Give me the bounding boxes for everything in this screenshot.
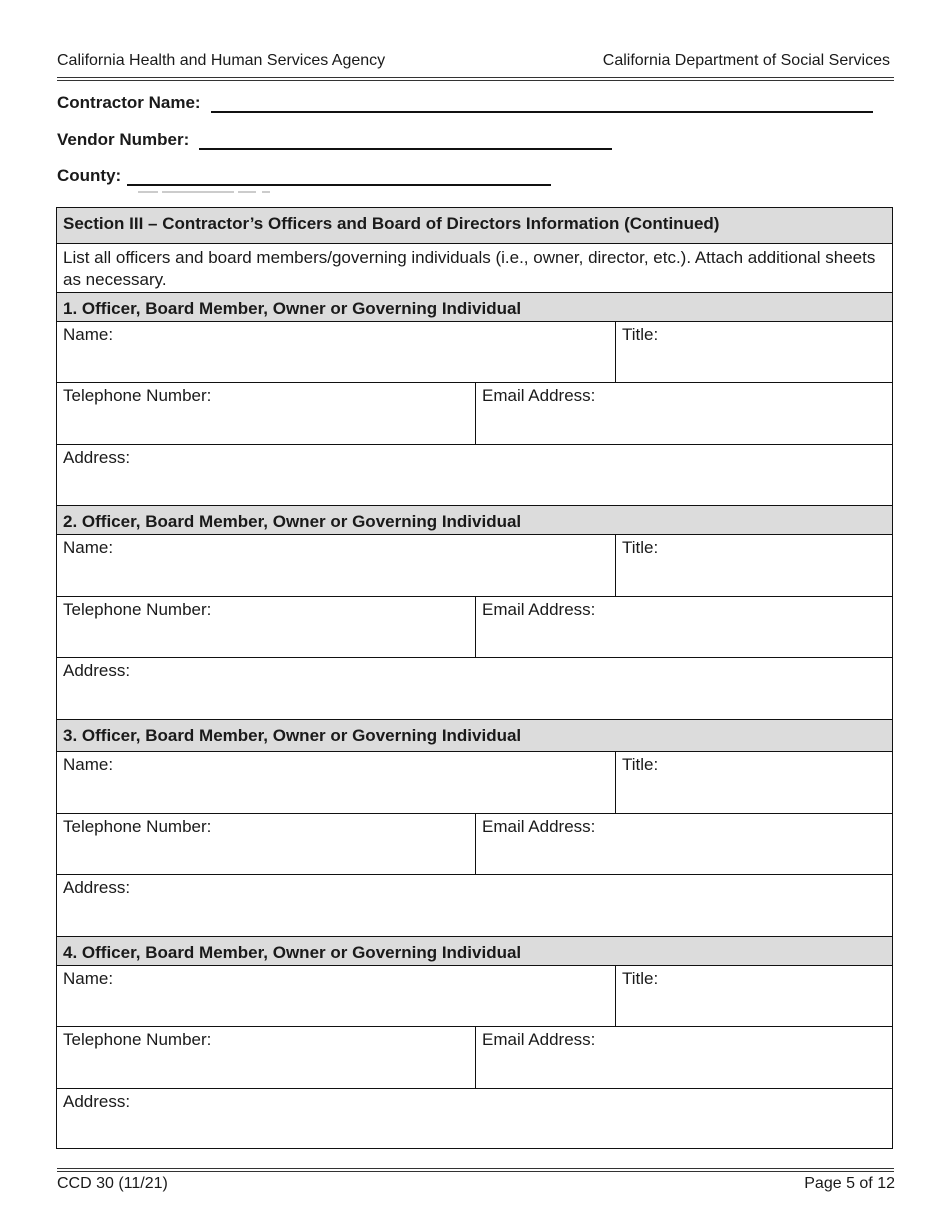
title-label: Title: — [622, 325, 659, 344]
contractor-name-label: Contractor Name: — [57, 93, 201, 112]
telephone-label: Telephone Number: — [63, 600, 212, 619]
email-cell[interactable] — [475, 1027, 892, 1088]
telephone-label: Telephone Number: — [63, 1030, 212, 1049]
individual-heading — [57, 505, 892, 534]
footer-rule-top — [57, 1168, 894, 1169]
address-cell[interactable] — [57, 657, 892, 719]
section-heading — [57, 208, 892, 243]
name-title-row — [57, 751, 892, 813]
individual-heading-text: 4. Officer, Board Member, Owner or Governing Individual — [63, 943, 522, 962]
name-cell[interactable] — [57, 752, 615, 813]
address-cell[interactable] — [57, 444, 892, 505]
individual-heading — [57, 719, 892, 751]
title-cell[interactable] — [615, 966, 892, 1026]
name-label: Name: — [63, 538, 114, 557]
address-label: Address: — [63, 661, 131, 680]
header-rule-top — [57, 77, 894, 78]
name-cell[interactable] — [57, 322, 615, 382]
phone-email-row — [57, 1026, 892, 1088]
telephone-label: Telephone Number: — [63, 817, 212, 836]
address-cell[interactable] — [57, 1088, 892, 1148]
telephone-cell[interactable] — [57, 814, 475, 874]
vendor-number-line[interactable] — [199, 134, 612, 150]
county-line[interactable] — [127, 170, 551, 186]
phone-email-row — [57, 382, 892, 444]
phone-email-row — [57, 813, 892, 874]
telephone-cell[interactable] — [57, 597, 475, 657]
individual-heading — [57, 936, 892, 965]
vendor-number-label: Vendor Number: — [57, 130, 190, 149]
title-cell[interactable] — [615, 752, 892, 813]
name-title-row — [57, 965, 892, 1026]
contractor-name-field[interactable] — [57, 93, 873, 113]
email-label: Email Address: — [482, 386, 596, 405]
agency-name: California Health and Human Services Agency — [57, 52, 386, 69]
form-id: CCD 30 (11/21) — [57, 1175, 168, 1192]
name-label: Name: — [63, 969, 114, 988]
email-cell[interactable] — [475, 814, 892, 874]
title-label: Title: — [622, 755, 659, 774]
phone-email-row — [57, 596, 892, 657]
telephone-label: Telephone Number: — [63, 386, 212, 405]
header-rule-bottom — [57, 80, 894, 81]
telephone-cell[interactable] — [57, 383, 475, 444]
telephone-cell[interactable] — [57, 1027, 475, 1088]
department-name: California Department of Social Services — [602, 52, 890, 69]
email-cell[interactable] — [475, 383, 892, 444]
county-label: County: — [57, 166, 122, 185]
individual-heading-text: 1. Officer, Board Member, Owner or Governing Individual — [63, 299, 522, 318]
address-label: Address: — [63, 1092, 131, 1111]
faint-scribble-mark — [138, 190, 270, 194]
individual-heading — [57, 292, 892, 321]
email-label: Email Address: — [482, 1030, 596, 1049]
officers-table — [56, 207, 893, 1149]
section-instructions: List all officers and board members/governing individuals (i.e., owner, director, etc.). Attach additional sheets as necessary. — [57, 243, 892, 292]
email-label: Email Address: — [482, 600, 596, 619]
address-label: Address: — [63, 448, 131, 467]
address-cell[interactable] — [57, 874, 892, 936]
title-label: Title: — [622, 969, 659, 988]
title-label: Title: — [622, 538, 659, 557]
vendor-number-field[interactable] — [57, 130, 612, 150]
name-cell[interactable] — [57, 535, 615, 596]
name-label: Name: — [63, 755, 114, 774]
name-cell[interactable] — [57, 966, 615, 1026]
name-label: Name: — [63, 325, 114, 344]
page-number: Page 5 of 12 — [804, 1175, 895, 1192]
name-title-row — [57, 321, 892, 382]
individual-heading-text: 2. Officer, Board Member, Owner or Governing Individual — [63, 512, 522, 531]
county-field[interactable] — [57, 166, 551, 186]
title-cell[interactable] — [615, 322, 892, 382]
email-cell[interactable] — [475, 597, 892, 657]
address-label: Address: — [63, 878, 131, 897]
section-title: Section III – Contractor’s Officers and Board of Directors Information (Continued) — [63, 214, 720, 233]
individual-heading-text: 3. Officer, Board Member, Owner or Governing Individual — [63, 726, 522, 745]
contractor-name-line[interactable] — [211, 97, 873, 113]
name-title-row — [57, 534, 892, 596]
email-label: Email Address: — [482, 817, 596, 836]
title-cell[interactable] — [615, 535, 892, 596]
footer-rule-bottom — [57, 1171, 894, 1172]
